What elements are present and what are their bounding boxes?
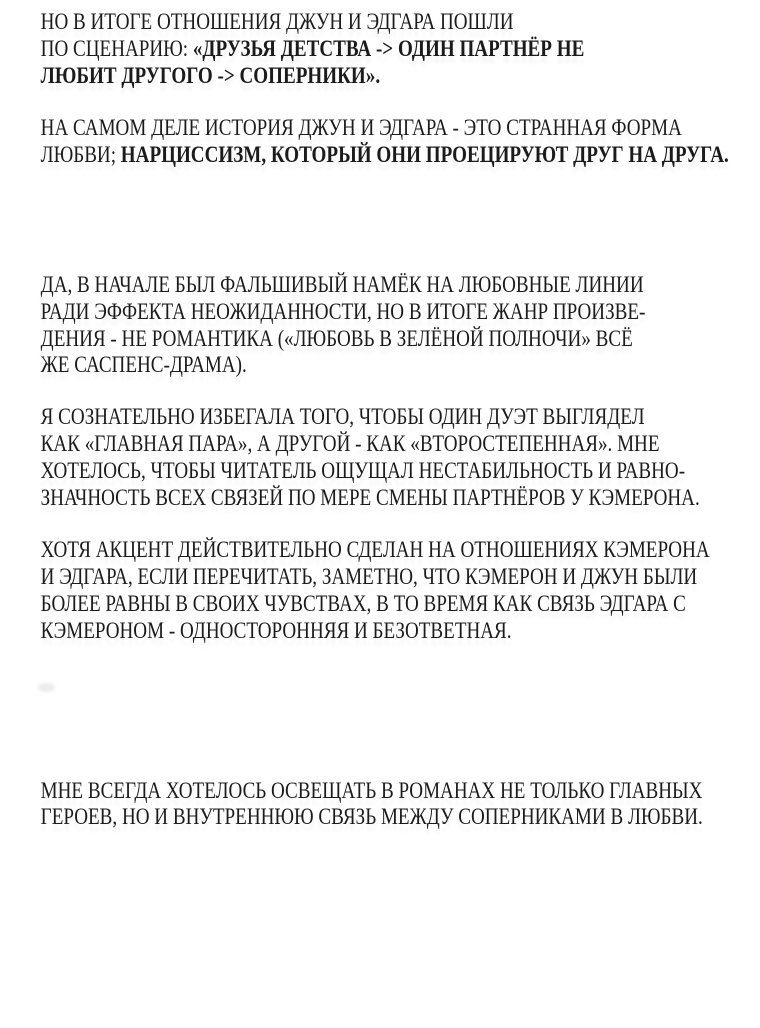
text-segment: ХОТЯ АКЦЕНТ ДЕЙСТВИТЕЛЬНО СДЕЛАН НА ОТНОШЕНИЯХ КЭМЕРОНА xyxy=(40,537,710,563)
text-segment: ХОТЕЛОСЬ, ЧТОБЫ ЧИТАТЕЛЬ ОЩУЩАЛ НЕСТАБИЛЬНОСТЬ И РАВНО- xyxy=(40,457,686,483)
text-line xyxy=(41,142,760,169)
text-line xyxy=(41,352,760,379)
paragraph-1 xyxy=(41,9,760,89)
text-line xyxy=(41,115,760,142)
text-segment: Я СОЗНАТЕЛЬНО ИЗБЕГАЛА ТОГО, ЧТОБЫ ОДИН ДУЭТ ВЫГЛЯДЕЛ xyxy=(40,404,645,430)
text-line xyxy=(41,458,760,485)
text-line xyxy=(41,272,760,299)
text-segment-bold: «ДРУЗЬЯ ДЕТСТВА -> ОДИН ПАРТНЁР НЕ xyxy=(192,35,585,61)
text-line xyxy=(41,804,760,831)
text-segment: КЭМЕРОНОМ - ОДНОСТОРОННЯЯ И БЕЗОТВЕТНАЯ. xyxy=(40,617,512,643)
text-line xyxy=(41,564,760,591)
text-segment: ЛЮБВИ; xyxy=(40,142,121,168)
text-segment-bold: ЛЮБИТ ДРУГОГО -> СОПЕРНИКИ». xyxy=(40,62,381,88)
text-line xyxy=(41,9,760,36)
text-line xyxy=(41,778,760,805)
text-segment: ДЕНИЯ - НЕ РОМАНТИКА («ЛЮБОВЬ В ЗЕЛЁНОЙ ПОЛНОЧИ» ВСЁ xyxy=(40,325,633,351)
scan-smudge-artifact xyxy=(38,683,55,692)
text-segment: ГЕРОЕВ, НО И ВНУТРЕННЮЮ СВЯЗЬ МЕЖДУ СОПЕРНИКАМИ В ЛЮБВИ. xyxy=(40,804,703,830)
text-segment: ПО СЦЕНАРИЮ: xyxy=(40,35,193,61)
text-segment: РАДИ ЭФФЕКТА НЕОЖИДАННОСТИ, НО В ИТОГЕ ЖАНР ПРОИЗВЕ- xyxy=(40,298,646,324)
text-segment: НА САМОМ ДЕЛЕ ИСТОРИЯ ДЖУН И ЭДГАРА - ЭТО СТРАННАЯ ФОРМА xyxy=(40,115,682,141)
text-segment: ЗНАЧНОСТЬ ВСЕХ СВЯЗЕЙ ПО МЕРЕ СМЕНЫ ПАРТНЁРОВ У КЭМЕРОНА. xyxy=(40,484,700,510)
text-line xyxy=(41,299,760,326)
text-segment: МНЕ ВСЕГДА ХОТЕЛОСЬ ОСВЕЩАТЬ В РОМАНАХ НЕ ТОЛЬКО ГЛАВНЫХ xyxy=(40,777,703,803)
text-line xyxy=(41,404,760,431)
text-line xyxy=(41,63,760,90)
text-segment: И ЭДГАРА, ЕСЛИ ПЕРЕЧИТАТЬ, ЗАМЕТНО, ЧТО КЭМЕРОН И ДЖУН БЫЛИ xyxy=(40,564,698,590)
text-segment: ЖЕ САСПЕНС-ДРАМА). xyxy=(40,352,247,378)
paragraph-4 xyxy=(41,404,760,511)
text-segment: КАК «ГЛАВНАЯ ПАРА», А ДРУГОЙ - КАК «ВТОРОСТЕПЕННАЯ». МНЕ xyxy=(40,430,660,456)
text-line xyxy=(41,537,760,564)
paragraph-6 xyxy=(41,778,760,832)
text-segment: БОЛЕЕ РАВНЫ В СВОИХ ЧУВСТВАХ, В ТО ВРЕМЯ КАК СВЯЗЬ ЭДГАРА С xyxy=(40,590,686,616)
paragraph-2 xyxy=(41,115,760,169)
text-line xyxy=(41,618,760,645)
text-line xyxy=(41,326,760,353)
text-segment: НО В ИТОГЕ ОТНОШЕНИЯ ДЖУН И ЭДГАРА ПОШЛИ xyxy=(40,9,514,34)
paragraph-3 xyxy=(41,272,760,379)
text-line xyxy=(41,431,760,458)
text-segment: ДА, В НАЧАЛЕ БЫЛ ФАЛЬШИВЫЙ НАМЁК НА ЛЮБОВНЫЕ ЛИНИИ xyxy=(40,271,644,297)
text-segment-bold: НАРЦИССИЗМ, КОТОРЫЙ ОНИ ПРОЕЦИРУЮТ ДРУГ НА ДРУГА. xyxy=(120,142,729,168)
text-line xyxy=(41,36,760,63)
paragraph-5 xyxy=(41,537,760,644)
text-line xyxy=(41,591,760,618)
text-line xyxy=(41,485,760,512)
